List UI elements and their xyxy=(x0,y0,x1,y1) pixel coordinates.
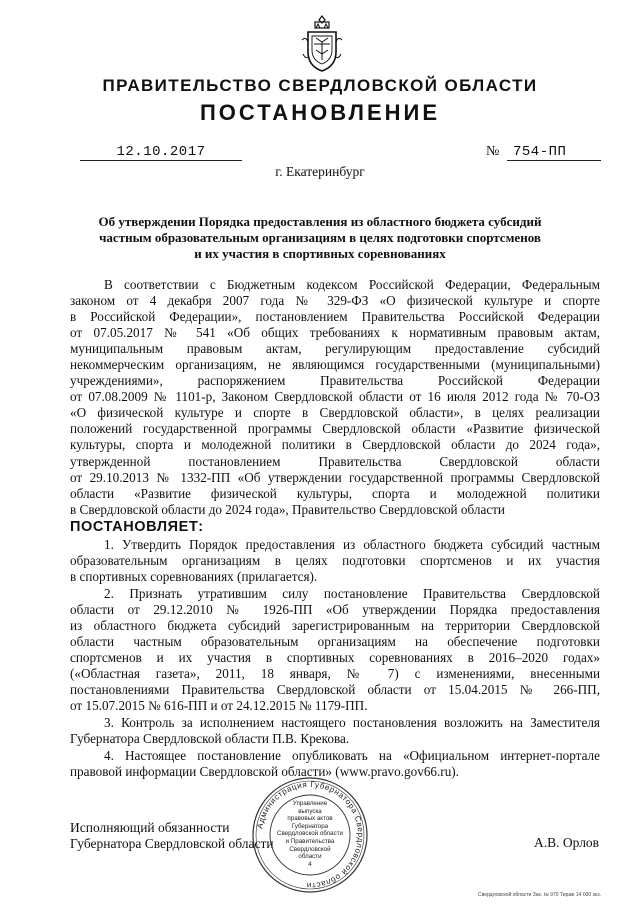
signatory-name: А.В. Орлов xyxy=(534,835,600,850)
text-line: культуры, спорта и молодежной политики в Свердловской области до 2024 года», xyxy=(70,437,600,453)
subject-line: Об утверждении Порядка предоставления из областного бюджета субсидий xyxy=(98,214,542,229)
stamp-line: Свердловской xyxy=(289,845,331,853)
stamp-line: области xyxy=(298,853,322,861)
subject-line: частным образовательным организациям в целях подготовки спортсменов xyxy=(99,230,541,245)
signatory-role-line: Губернатора Свердловской области xyxy=(70,836,274,851)
text-line: области частным образовательным организациям на обеспечение подготовки xyxy=(70,634,600,650)
text-line: положений государственной программы Свердловской области «Развитие физической xyxy=(70,421,600,437)
subject-line: и их участия в спортивных соревнованиях xyxy=(194,246,446,261)
text-line: в спортивных соревнованиях (прилагается). xyxy=(70,569,318,585)
document-city: г. Екатеринбург xyxy=(275,164,365,179)
signatory-role-line: Исполняющий обязанности xyxy=(70,820,230,835)
text-line: 1. Утвердить Порядок предоставления из областного бюджета субсидий частным xyxy=(104,537,600,552)
text-line: области «Развитие физической культуры, спорта и молодежной политики xyxy=(70,485,600,501)
stamp-line: 4 xyxy=(308,860,312,868)
text-line: правовой информации Свердловской области» (www.pravo.gov66.ru). xyxy=(70,764,459,780)
text-line: образовательным организациям в целях подготовки спортсменов и их участия xyxy=(70,553,600,569)
stamp-line: Губернатора xyxy=(291,822,329,830)
number-sign: № xyxy=(486,144,500,159)
text-line: области от 29.12.2010 № 1926-ПП «Об утверждении Порядка предоставления xyxy=(70,602,600,618)
government-title: ПРАВИТЕЛЬСТВО СВЕРДЛОВСКОЙ ОБЛАСТИ xyxy=(102,76,538,95)
text-line: из областного бюджета субсидий зарегистрированным на территории Свердловской xyxy=(70,618,600,634)
text-line: «О физической культуре и спорте в Свердловской области», в целях реализации xyxy=(70,405,600,421)
text-line: от 15.07.2015 № 616-ПП и от 24.12.2015 № 1179-ПП. xyxy=(70,698,368,714)
text-line: 2. Признать утратившим силу постановление Правительства Свердловской xyxy=(104,586,600,601)
text-line: муниципальным правовым актам, регулирующим предоставление субсидий xyxy=(70,341,600,357)
coat-of-arms-icon xyxy=(300,14,344,74)
item-1-paragraph xyxy=(70,537,600,585)
print-footer-note: Свердловской области Зак. № 970 Тираж 14 000 экз. xyxy=(478,892,602,898)
item-3-paragraph xyxy=(70,715,600,747)
stamp-line: Свердловской области xyxy=(276,830,343,838)
document-type: ПОСТАНОВЛЕНИЕ xyxy=(199,100,441,125)
stamp-line: выпуска xyxy=(298,807,322,815)
document-date: 12.10.2017 xyxy=(80,144,242,161)
text-line: 4. Настоящее постановление опубликовать на «Официальном интернет-портале xyxy=(104,748,600,763)
text-line: в Свердловской области до 2024 года», Правительство Свердловской области xyxy=(70,501,505,517)
text-line: от 29.10.2013 № 1332-ПП «Об утверждении государственной программы Свердловской xyxy=(70,469,600,485)
text-line: В соответствии с Бюджетным кодексом Российской Федерации, Федеральным xyxy=(104,277,600,292)
item-2-paragraph xyxy=(70,586,600,714)
text-line: от 07.08.2009 № 1101-р, Законом Свердловской области от 16 июля 2012 года № 70-ОЗ xyxy=(70,389,600,405)
stamp-line: и Правительства xyxy=(285,837,335,845)
document-subject xyxy=(92,214,548,262)
text-line: утвержденной постановлением Правительства Свердловской области xyxy=(70,453,600,469)
text-line: («Областная газета», 2011, 18 января, № 7) с изменениями, внесенными xyxy=(70,666,600,682)
text-line: в Российской Федерации», постановлением Правительства Российской Федерации xyxy=(70,309,600,325)
document-number: 754-ПП xyxy=(507,144,601,161)
text-line: законом от 4 декабря 2007 года № 329-ФЗ «О физической культуре и спорте xyxy=(70,293,600,309)
resolve-heading: ПОСТАНОВЛЯЕТ: xyxy=(70,519,204,535)
stamp-line: правовых актов xyxy=(287,815,333,823)
stamp-line: Управление xyxy=(292,800,328,807)
text-line: от 07.05.2017 № 541 «Об общих требованиях к нормативным правовым актам, xyxy=(70,325,600,341)
signatory-role xyxy=(70,820,274,852)
text-line: Губернатора Свердловской области П.В. Крекова. xyxy=(70,731,350,747)
preamble-paragraph xyxy=(70,277,600,518)
text-line: 3. Контроль за исполнением настоящего постановления возложить на Заместителя xyxy=(104,715,600,730)
stamp-inner-text xyxy=(268,800,352,868)
text-line: учреждениями», распоряжением Правительства Российской Федерации xyxy=(70,373,600,389)
stamp-ring-text: Администрация Губернатора Свердловской области xyxy=(255,779,366,891)
text-line: некоммерческим организациям, не являющимся государственными (муниципальными) xyxy=(70,357,600,373)
text-line: спортсменов и их участия в спортивных соревнованиях в 2016–2020 годах» xyxy=(70,650,600,666)
text-line: постановлениями Правительства Свердловской области от 15.04.2015 № 266-ПП, xyxy=(70,682,600,698)
